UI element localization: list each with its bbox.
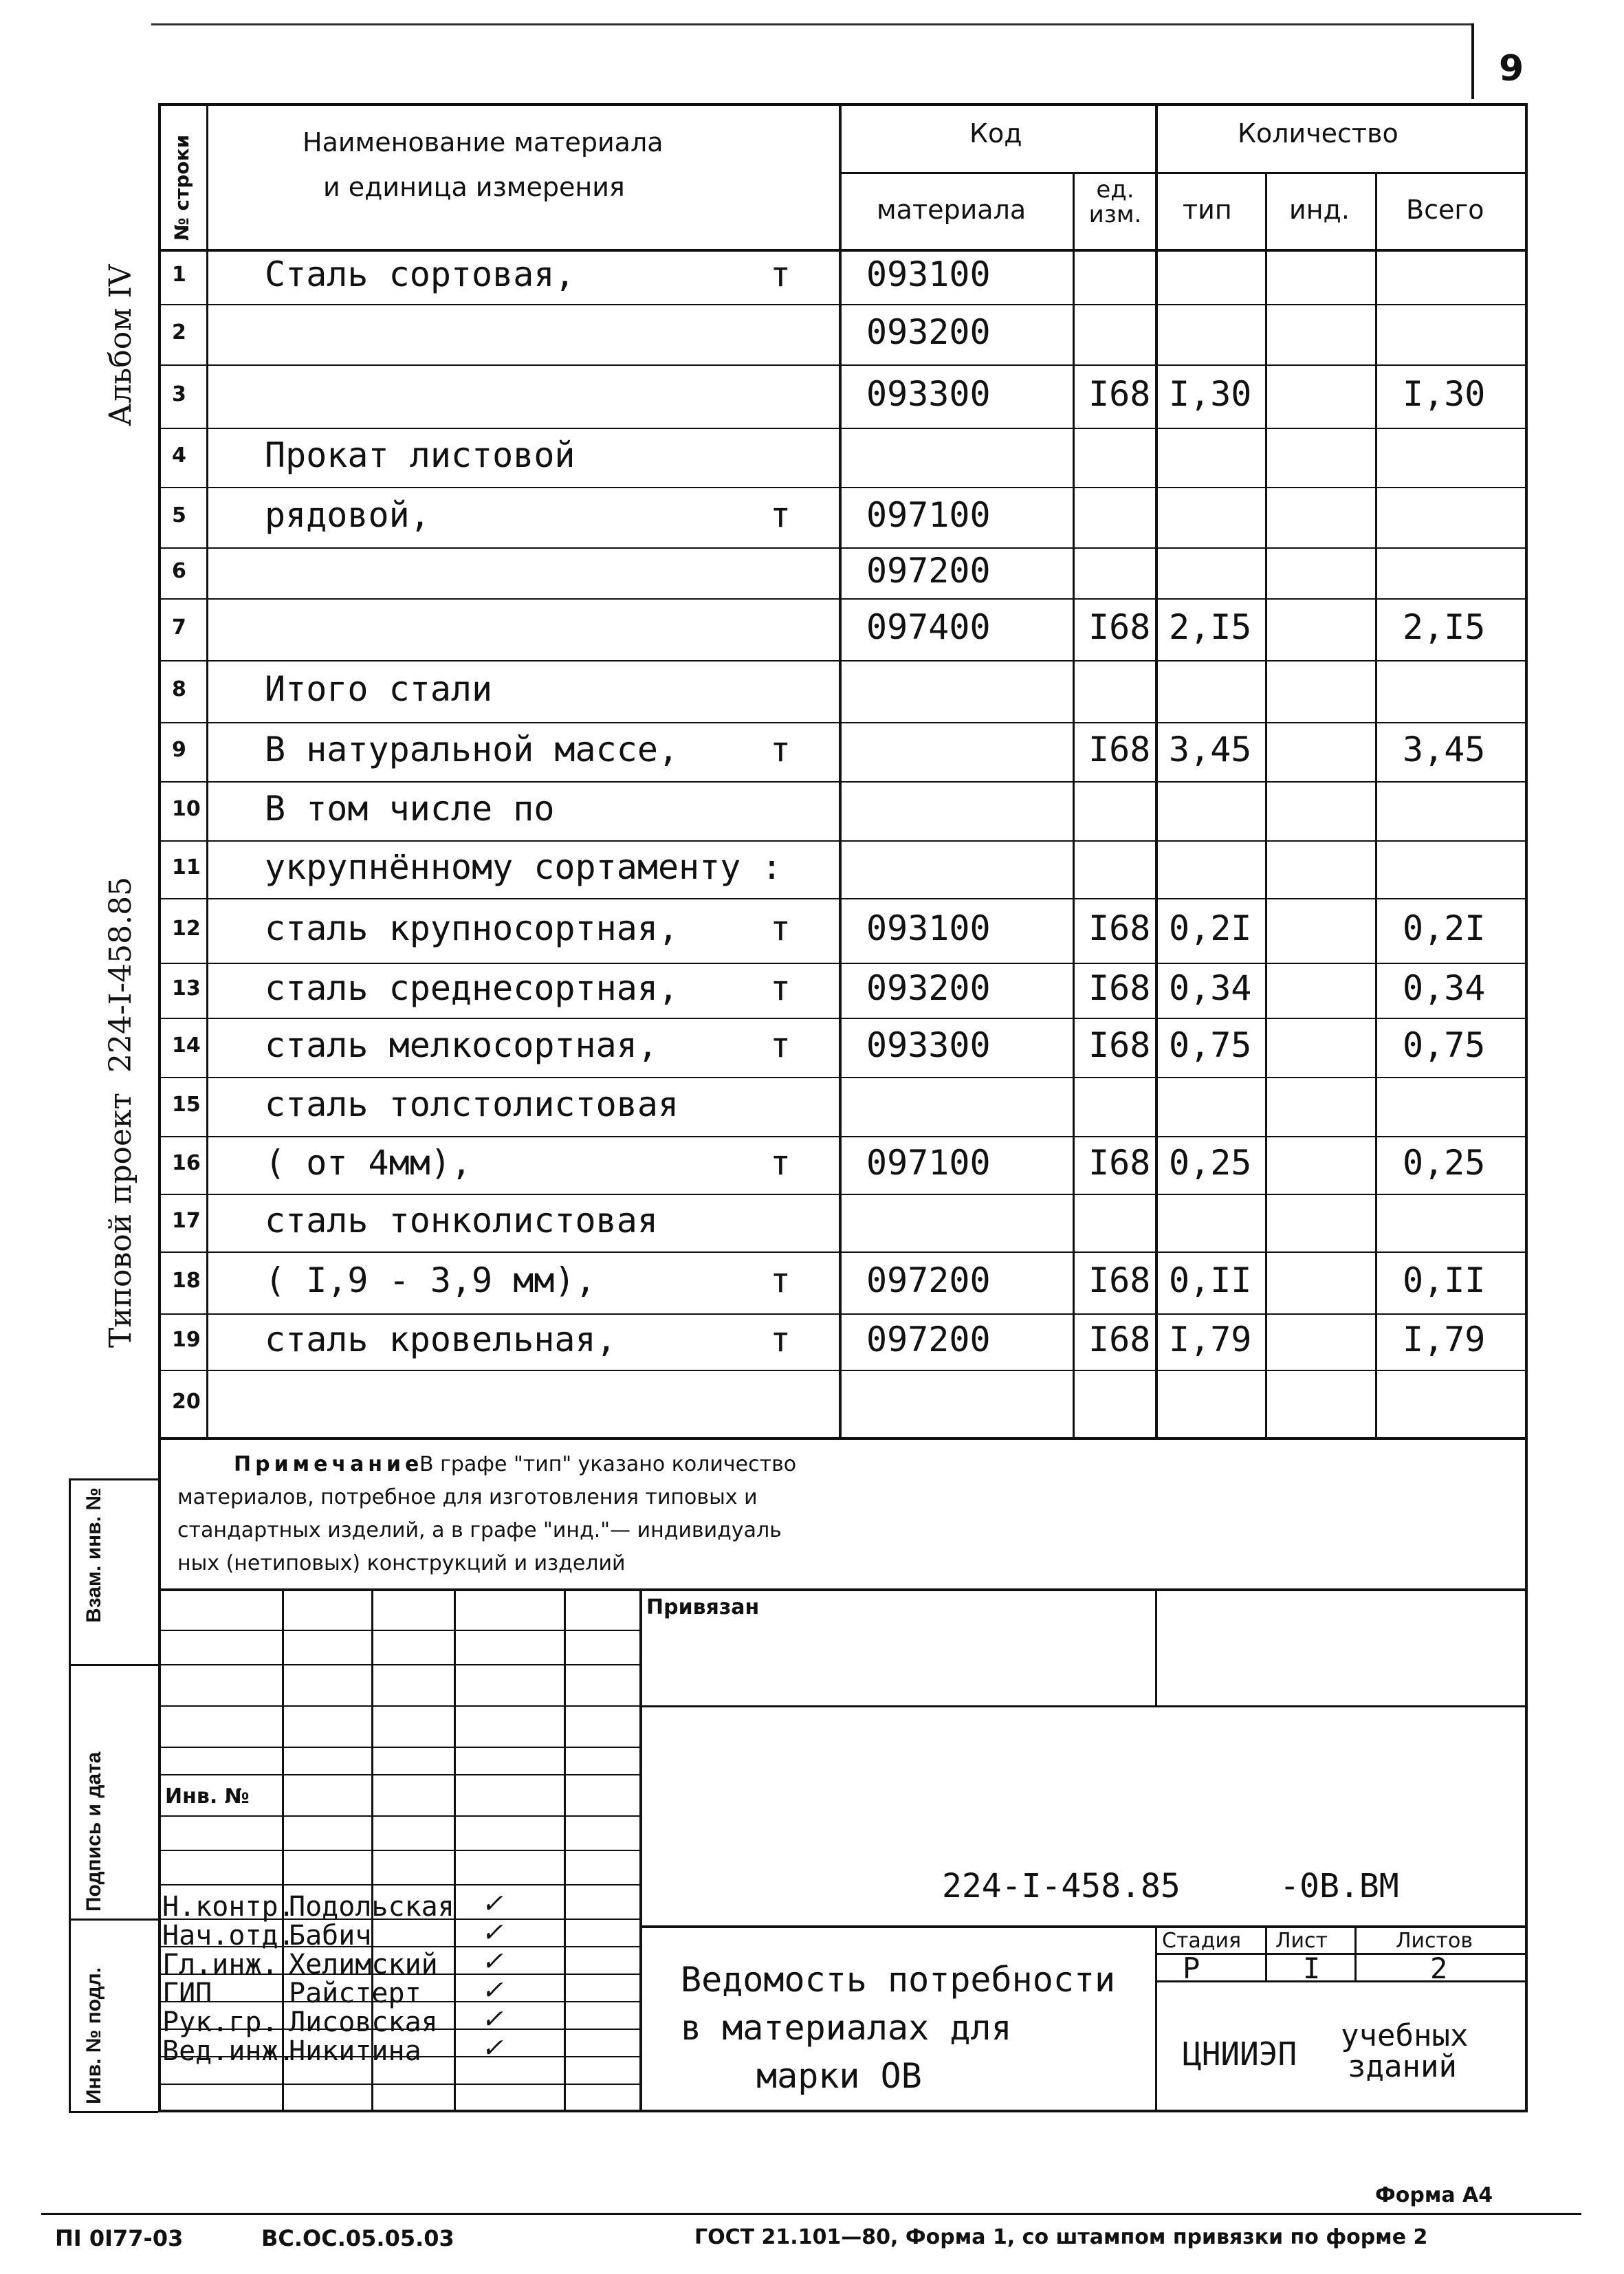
row-divider xyxy=(158,428,1526,429)
stage-header: Стадия xyxy=(1162,1929,1242,1953)
forma-label: Форма А4 xyxy=(1375,2183,1493,2207)
page-number-box-border xyxy=(1471,23,1474,99)
row-name: В натуральной массе, xyxy=(265,730,679,769)
org-name: ЦНИИЭП xyxy=(1183,2035,1297,2073)
row-code: 097200 xyxy=(866,1320,991,1359)
row-divider xyxy=(158,1194,1526,1195)
material-header: материала xyxy=(877,195,1027,225)
org-name-2a: учебных xyxy=(1341,2018,1469,2053)
row-unit-letter: т xyxy=(770,495,791,535)
row-type-qty: 2,I5 xyxy=(1169,607,1252,647)
stamp-role: ГИП xyxy=(162,1978,212,2009)
row-total-qty: I,30 xyxy=(1403,374,1486,414)
sheets-header: Листов xyxy=(1396,1929,1473,1953)
row-divider xyxy=(158,781,1526,783)
signature-mark: ✓ xyxy=(481,1975,503,2005)
row-unit-letter: т xyxy=(770,1320,791,1359)
inv-no-label: Инв. № xyxy=(165,1784,250,1808)
stamp-top-line xyxy=(158,1588,1528,1591)
stamp-grid-line xyxy=(158,1774,639,1775)
row-number: 7 xyxy=(172,615,186,639)
row-number: 9 xyxy=(172,738,186,762)
type-header: тип xyxy=(1183,195,1232,225)
row-unit-code: I68 xyxy=(1088,374,1151,414)
col-line-type xyxy=(1265,172,1267,1437)
row-divider xyxy=(158,1018,1526,1019)
row-unit-letter: т xyxy=(770,1260,791,1300)
row-code: 093300 xyxy=(866,374,991,414)
row-divider xyxy=(158,898,1526,899)
row-number: 6 xyxy=(172,559,186,583)
row-code: 097400 xyxy=(866,607,991,647)
row-total-qty: 0,34 xyxy=(1403,968,1486,1008)
stamp-role: Нач.отд. xyxy=(162,1920,295,1952)
row-total-qty: 3,45 xyxy=(1403,730,1486,769)
row-number: 4 xyxy=(172,444,186,468)
row-number: 15 xyxy=(172,1093,201,1117)
inv-podl-label: Инв. № подл. xyxy=(83,1967,105,2104)
title-line-2: в материалах для xyxy=(681,2008,1012,2048)
row-number: 11 xyxy=(172,855,201,879)
row-type-qty: 3,45 xyxy=(1169,730,1252,769)
note-top-line xyxy=(158,1437,1528,1440)
col-line-code xyxy=(1073,172,1075,1437)
row-divider xyxy=(158,660,1526,662)
footer-right: ГОСТ 21.101—80, Форма 1, со штампом привязки по форме 2 xyxy=(694,2225,1428,2249)
stamp-role: Рук.гр. xyxy=(162,2007,278,2038)
title-line-1: Ведомость потребности xyxy=(681,1960,1116,2000)
row-total-qty: I,79 xyxy=(1403,1320,1486,1359)
stamp-grid-line xyxy=(158,1747,639,1748)
note-line-1: В графе "тип" указано количество xyxy=(419,1452,797,1476)
stamp-grid-col xyxy=(564,1588,566,2111)
title-line-3: марки ОВ xyxy=(756,2056,922,2096)
row-unit-code: I68 xyxy=(1088,1025,1151,1065)
stamp-person-name: Подольская xyxy=(289,1891,454,1923)
row-code: 093100 xyxy=(866,908,991,948)
stamp-grid-col xyxy=(282,1588,284,2111)
row-unit-code: I68 xyxy=(1088,730,1151,769)
row-unit-letter: т xyxy=(770,730,791,769)
stamp-person-name: Бабич xyxy=(289,1920,372,1952)
stamp-role: Н.контр. xyxy=(162,1891,295,1923)
row-unit-code: I68 xyxy=(1088,968,1151,1008)
row-number: 12 xyxy=(172,917,201,941)
sheet-header: Лист xyxy=(1275,1929,1328,1953)
vzam-label: Взам. инв. № xyxy=(83,1487,105,1623)
row-divider xyxy=(158,1077,1526,1078)
row-number: 16 xyxy=(172,1151,201,1175)
table-bottom-border xyxy=(158,2110,1528,2112)
row-code: 097100 xyxy=(866,495,991,535)
row-number: 3 xyxy=(172,382,186,406)
row-name: Прокат листовой xyxy=(265,435,575,475)
row-unit-code: I68 xyxy=(1088,1143,1151,1183)
col-line-name xyxy=(839,103,842,1437)
row-total-qty: 0,75 xyxy=(1403,1025,1486,1065)
table-top-border xyxy=(158,103,1528,106)
row-number: 5 xyxy=(172,503,186,527)
row-name: сталь кровельная, xyxy=(265,1320,617,1359)
row-divider xyxy=(158,722,1526,723)
row-code: 097200 xyxy=(866,551,991,591)
row-number: 14 xyxy=(172,1034,201,1058)
row-divider xyxy=(158,304,1526,305)
row-number: 17 xyxy=(172,1209,201,1233)
side-strip-div1 xyxy=(69,1664,158,1666)
row-unit-letter: т xyxy=(770,968,791,1008)
col-name-header-1: Наименование материала xyxy=(303,127,663,157)
row-type-qty: 0,25 xyxy=(1169,1143,1252,1183)
project-label: 224-I-458.85 xyxy=(103,876,138,1073)
row-code: 097100 xyxy=(866,1143,991,1183)
row-total-qty: 2,I5 xyxy=(1403,607,1486,647)
row-number: 2 xyxy=(172,320,186,345)
footer-mid: ВС.ОС.05.05.03 xyxy=(261,2225,454,2251)
album-label: Альбом IV xyxy=(103,264,138,426)
ind-header: инд. xyxy=(1289,195,1350,225)
stamp-privyazan-split xyxy=(1155,1588,1157,1705)
row-divider xyxy=(158,1313,1526,1315)
row-name: сталь тонколистовая xyxy=(265,1201,658,1240)
row-total-qty: 0,25 xyxy=(1403,1143,1486,1183)
row-number: 13 xyxy=(172,976,201,1001)
stamp-grid-line xyxy=(158,1630,639,1631)
stamp-grid-line xyxy=(158,1664,639,1665)
podpis-label: Подпись и дата xyxy=(83,1751,105,1912)
row-name: сталь толстолистовая xyxy=(265,1084,679,1124)
signature-mark: ✓ xyxy=(481,1946,503,1976)
row-unit-letter: т xyxy=(770,1143,791,1183)
stamp-sheet-h1 xyxy=(1155,1953,1526,1955)
col-line-num xyxy=(206,103,208,1437)
row-unit-letter: т xyxy=(770,1025,791,1065)
row-divider xyxy=(158,1136,1526,1137)
row-name: Итого стали xyxy=(265,669,493,709)
row-divider xyxy=(158,547,1526,549)
row-total-qty: 0,2I xyxy=(1403,908,1486,948)
stamp-grid-line xyxy=(158,1850,639,1851)
row-number: 8 xyxy=(172,677,186,701)
unit-header: ед. изм. xyxy=(1088,176,1142,228)
side-strip-div2 xyxy=(69,1918,158,1921)
row-name: сталь мелкосортная, xyxy=(265,1025,658,1065)
row-name: рядовой, xyxy=(265,495,430,535)
row-type-qty: I,79 xyxy=(1169,1320,1252,1359)
row-number: 18 xyxy=(172,1269,201,1293)
row-number: 20 xyxy=(172,1390,201,1414)
signature-mark: ✓ xyxy=(481,1917,503,1947)
row-number: 19 xyxy=(172,1328,201,1352)
row-divider xyxy=(158,1251,1526,1253)
row-divider xyxy=(158,598,1526,600)
row-total-qty: 0,II xyxy=(1403,1260,1486,1300)
stamp-grid-line xyxy=(158,1705,639,1707)
row-name: укрупнённому сортаменту : xyxy=(265,847,782,887)
stamp-grid-line xyxy=(158,2084,639,2085)
row-unit-letter: т xyxy=(770,254,791,294)
stage-value: Р xyxy=(1183,1952,1200,1985)
code-header: Код xyxy=(969,118,1022,149)
stamp-person-name: Лисовская xyxy=(289,2007,438,2038)
row-code: 093200 xyxy=(866,312,991,352)
table-right-border xyxy=(1525,103,1528,2111)
top-border xyxy=(151,23,1471,25)
row-divider xyxy=(158,487,1526,488)
sheets-value: 2 xyxy=(1430,1952,1448,1985)
stamp-split xyxy=(639,1588,642,2111)
note-title: Примечание xyxy=(234,1452,424,1476)
header-mid-line xyxy=(839,172,1526,174)
row-name: Сталь сортовая, xyxy=(265,254,575,294)
row-unit-code: I68 xyxy=(1088,908,1151,948)
stamp-role: Гл.инж. xyxy=(162,1949,278,1980)
stamp-person-name: Райстерт xyxy=(289,1978,421,2009)
row-name: сталь крупносортная, xyxy=(265,908,679,948)
row-divider xyxy=(158,1370,1526,1371)
row-divider xyxy=(158,963,1526,964)
row-type-qty: 0,2I xyxy=(1169,908,1252,948)
col-line-unit xyxy=(1155,103,1158,1437)
col-line-ind xyxy=(1375,172,1377,1437)
row-unit-code: I68 xyxy=(1088,607,1151,647)
note-line-4: ных (нетиповых) конструкций и изделий xyxy=(177,1551,626,1575)
sheet-value: I xyxy=(1303,1952,1321,1985)
row-type-qty: 0,75 xyxy=(1169,1025,1252,1065)
signature-mark: ✓ xyxy=(481,2033,503,2063)
row-unit-letter: т xyxy=(770,908,791,948)
col-name-header-2: и единица измерения xyxy=(323,172,625,202)
note-line-3: стандартных изделий, а в графе "инд."— индивидуаль xyxy=(177,1518,782,1542)
row-type-qty: 0,II xyxy=(1169,1260,1252,1300)
page-number: 9 xyxy=(1499,48,1524,89)
signature-mark: ✓ xyxy=(481,1888,503,1918)
row-number: 1 xyxy=(172,263,186,287)
row-unit-code: I68 xyxy=(1088,1320,1151,1359)
row-divider xyxy=(158,840,1526,842)
row-divider xyxy=(158,364,1526,366)
col-num-header: № строки xyxy=(171,134,193,241)
stamp-code-bottom xyxy=(639,1925,1526,1928)
doc-code: 224-I-458.85 -0B.BM xyxy=(942,1867,1399,1905)
stamp-sheet-h2 xyxy=(1155,1980,1526,1982)
stamp-grid-line xyxy=(158,1815,639,1817)
side-strip-top xyxy=(69,1478,158,1480)
row-name: В том числе по xyxy=(265,789,555,829)
row-number: 10 xyxy=(172,797,201,821)
typical-project-label: Типовой проект xyxy=(103,1093,138,1348)
footer-left: ПI 0I77-03 xyxy=(55,2225,184,2251)
row-name: ( от 4мм), xyxy=(265,1143,472,1183)
row-type-qty: I,30 xyxy=(1169,374,1252,414)
row-unit-code: I68 xyxy=(1088,1260,1151,1300)
row-name: сталь среднесортная, xyxy=(265,968,679,1008)
stamp-person-name: Хелимский xyxy=(289,1949,438,1980)
privyazan-label: Привязан xyxy=(646,1595,760,1619)
note-line-2: материалов, потребное для изготовления типовых и xyxy=(177,1485,758,1509)
qty-header: Количество xyxy=(1238,118,1398,149)
side-strip-bottom xyxy=(69,2111,158,2113)
footer-line xyxy=(41,2213,1581,2215)
row-code: 093200 xyxy=(866,968,991,1008)
signature-mark: ✓ xyxy=(481,2004,503,2034)
total-header: Всего xyxy=(1406,195,1484,225)
stamp-grid-line xyxy=(158,1884,639,1885)
row-name: ( I,9 - 3,9 мм), xyxy=(265,1260,596,1300)
table-left-border xyxy=(158,103,161,2111)
row-type-qty: 0,34 xyxy=(1169,968,1252,1008)
stamp-grid-col xyxy=(454,1588,456,2111)
row-code: 097200 xyxy=(866,1260,991,1300)
stamp-role: Вед.инж. xyxy=(162,2035,295,2067)
row-code: 093100 xyxy=(866,254,991,294)
row-code: 093300 xyxy=(866,1025,991,1065)
stamp-person-name: Никитина xyxy=(289,2035,421,2067)
header-bottom-line xyxy=(158,249,1528,252)
org-name-2b: зданий xyxy=(1348,2049,1457,2084)
stamp-privyazan-bottom xyxy=(639,1705,1526,1707)
side-strip-border xyxy=(69,1478,71,2111)
